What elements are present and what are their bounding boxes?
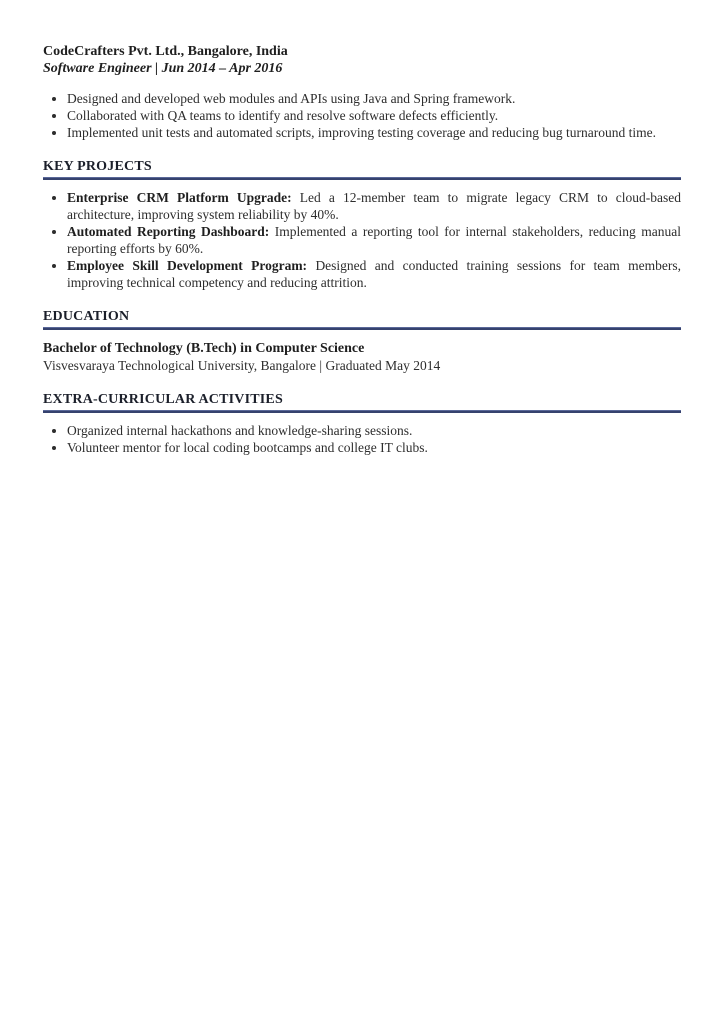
- experience-entry: [43, 43, 681, 141]
- project-title: Automated Reporting Dashboard:: [67, 224, 270, 239]
- section-divider: [43, 177, 681, 180]
- extra-curricular-list: [43, 422, 681, 456]
- key-projects-heading: KEY PROJECTS: [43, 159, 152, 174]
- education-heading: EDUCATION: [43, 309, 130, 324]
- company-line: CodeCrafters Pvt. Ltd., Bangalore, India: [43, 44, 288, 59]
- experience-bullet: • Collaborated with QA teams to identify and resolve software defects efficiently.: [67, 107, 681, 124]
- section-key-projects: [43, 158, 681, 291]
- experience-bullet-list: [43, 90, 681, 141]
- project-item: [67, 223, 681, 257]
- section-education: [43, 308, 681, 374]
- project-description: Led a 12-member team to migrate legacy CRM to cloud-based architecture, improving system reliability by 40%.: [67, 190, 682, 222]
- experience-bullet: • Designed and developed web modules and APIs using Java and Spring framework.: [67, 90, 681, 107]
- section-extra-curricular: [43, 391, 681, 456]
- project-description: Designed and conducted training sessions for team members, improving technical competency and reducing attrition.: [67, 258, 682, 290]
- project-item: [67, 189, 681, 223]
- project-title: Enterprise CRM Platform Upgrade:: [67, 190, 292, 205]
- section-divider: [43, 410, 681, 413]
- project-title: Employee Skill Development Program:: [67, 258, 308, 273]
- extra-curricular-bullet: • Organized internal hackathons and knowledge-sharing sessions.: [67, 422, 681, 439]
- experience-bullet: • Implemented unit tests and automated scripts, improving testing coverage and reducing bug turnaround time.: [67, 124, 681, 141]
- extra-curricular-heading: EXTRA-CURRICULAR ACTIVITIES: [43, 392, 283, 407]
- section-divider: [43, 327, 681, 330]
- project-item: [67, 257, 681, 291]
- role-dates-line: Software Engineer | Jun 2014 – Apr 2016: [43, 61, 283, 76]
- institution-line: Visvesvaraya Technological University, Bangalore | Graduated May 2014: [43, 358, 441, 373]
- degree-line: Bachelor of Technology (B.Tech) in Computer Science: [43, 341, 365, 356]
- project-list: [43, 189, 681, 291]
- extra-curricular-bullet: • Volunteer mentor for local coding bootcamps and college IT clubs.: [67, 439, 681, 456]
- project-description: Implemented a reporting tool for internal stakeholders, reducing manual reporting efforts by 60%.: [67, 224, 682, 256]
